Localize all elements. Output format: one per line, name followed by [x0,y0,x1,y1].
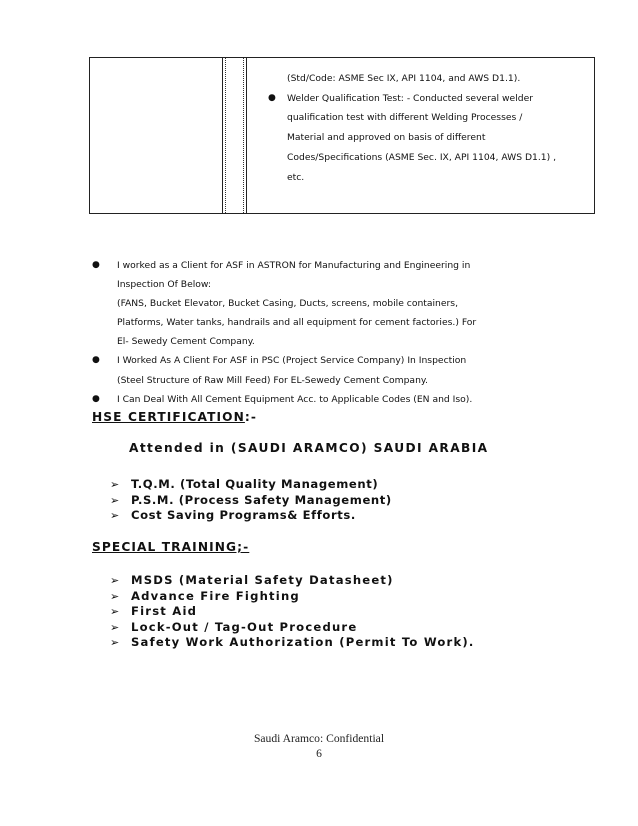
list-line: (Steel Structure of Raw Mill Feed) For EL-Sewedy Cement Company. [117,374,428,386]
list-line: I Worked As A Client For ASF in PSC (Project Service Company) In Inspection [117,355,467,367]
hse-list [110,477,392,524]
table-divider [222,58,223,213]
training-item [110,573,475,589]
table-line: etc. [287,171,305,183]
table-divider [225,58,226,213]
special-training-heading [92,540,249,554]
page-number: 6 [316,747,322,760]
hse-item-text: T.Q.M. (Total Quality Management) [131,477,379,491]
arrow-bullet-icon: ➢ [110,493,120,507]
arrow-bullet-icon: ➢ [110,509,120,523]
table-divider [246,58,247,213]
training-item [110,604,475,620]
arrow-bullet-icon: ➢ [110,574,121,587]
hse-certification-heading [92,410,257,424]
list-item [92,256,527,351]
training-item-text: Safety Work Authorization (Permit To Work). [131,635,475,650]
arrow-bullet-icon: ➢ [110,605,121,619]
list-line: Inspection Of Below: [117,279,211,291]
training-item [110,589,475,605]
table-cell-text [268,69,592,187]
hse-item-text: Cost Saving Programs& Efforts. [131,508,356,523]
bullet-icon: ● [92,260,100,270]
hse-heading-text: HSE CERTIFICATION [92,410,245,424]
list-line: El- Sewedy Cement Company. [117,336,255,348]
bullet-icon: ● [92,355,100,366]
hse-item [110,508,392,524]
table-line: Welder Qualification Test: - Conducted several welder [287,92,534,104]
table-bullet-line [268,89,592,109]
footer-confidential: Saudi Aramco: Confidential [253,732,385,745]
table-line: qualification test with different Welding Processes / [287,112,523,124]
special-training-list [110,573,475,651]
training-item-text: First Aid [131,604,198,619]
arrow-bullet-icon: ➢ [110,478,120,491]
list-line: I worked as a Client for ASF in ASTRON for Manufacturing and Engineering in [117,260,471,271]
table-line: Codes/Specifications (ASME Sec. IX, API 1104, AWS D1.1) , [287,151,557,163]
experience-bullet-list [92,256,527,409]
list-item [92,351,527,389]
bullet-icon: ● [268,92,276,103]
hse-item-text: P.S.M. (Process Safety Management) [131,492,392,507]
bullet-icon: ● [92,393,100,404]
list-line: I Can Deal With All Cement Equipment Acc. to Applicable Codes (EN and Iso). [117,393,473,405]
arrow-bullet-icon: ➢ [110,636,121,650]
training-item [110,635,475,651]
table-line: (Std/Code: ASME Sec IX, API 1104, and AWS D1.1). [287,73,521,84]
training-item [110,620,475,636]
list-line: Platforms, Water tanks, handrails and all equipment for cement factories.) For [117,317,477,329]
list-item [92,390,527,409]
attended-line: Attended in (SAUDI ARAMCO) SAUDI ARABIA [129,441,489,455]
hse-item [110,477,392,493]
experience-table [89,57,595,214]
list-line: (FANS, Bucket Elevator, Bucket Casing, Ducts, screens, mobile containers, [117,298,459,310]
training-item-text: MSDS (Material Safety Datasheet) [131,573,394,587]
table-line: Material and approved on basis of different [287,132,486,144]
table-divider [243,58,244,213]
hse-item [110,493,392,509]
training-item-text: Lock-Out / Tag-Out Procedure [131,619,358,634]
training-item-text: Advance Fire Fighting [131,588,300,603]
hse-heading-suffix: :- [244,410,258,424]
arrow-bullet-icon: ➢ [110,620,121,634]
arrow-bullet-icon: ➢ [110,589,121,603]
special-heading-text: SPECIAL TRAINING;- [92,540,250,554]
